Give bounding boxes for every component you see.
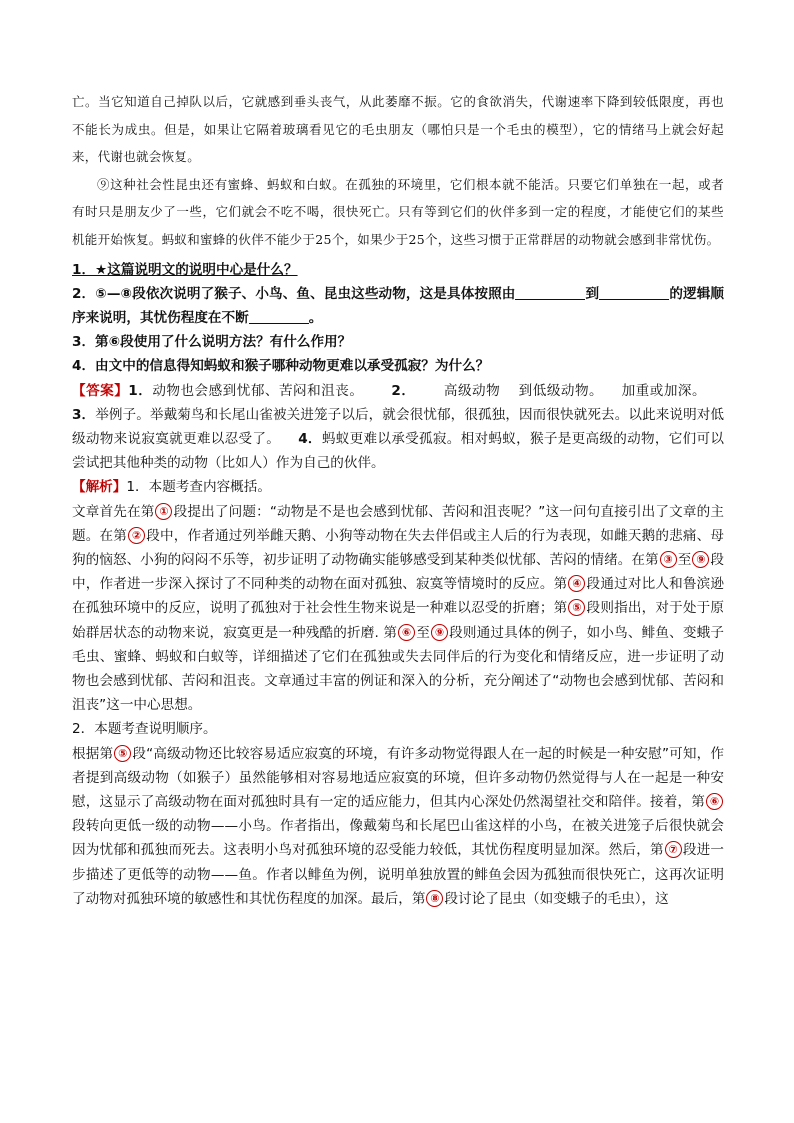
analysis-text: 段则指出，对于处于原始群居状态的动物来说，寂寞更是一种残酷的折磨. 第 — [72, 600, 724, 641]
question-2-text: 到 — [585, 285, 600, 302]
answer-block — [72, 379, 724, 476]
answer-number: 2． — [391, 382, 416, 399]
analysis-heading — [72, 475, 724, 499]
analysis-text: 至 — [416, 624, 430, 641]
analysis-tag: 【解析】 — [72, 479, 127, 496]
paragraph-ref: ⑥ — [706, 793, 723, 810]
analysis-text: 段讨论了昆虫（如变蛾子的毛虫），这 — [444, 890, 669, 907]
paragraph-ref: ② — [128, 527, 145, 544]
paragraph-ref: ⑨ — [431, 624, 448, 641]
analysis-text: 段则通过具体的例子，如小鸟、鲱鱼、变蛾子毛虫、蜜蜂、蚂蚁和白蚁等，详细描述了它们在孤独或失去同伴后的行为变化和情绪反应，进一步证明了动物也会感到忧郁、苦闷和沮丧。文章通过丰富的例证和深入的分析，充分阐述了“动物也会感到忧郁、苦闷和沮丧”这一中心思想。 — [72, 624, 725, 714]
analysis-item-1-title: 1．本题考查内容概括。 — [126, 479, 271, 496]
paragraph-ref: ⑨ — [692, 551, 709, 568]
analysis-text: 段进一步描述了更低等的动物——鱼。作者以鲱鱼为例，说明单独放置的鲱鱼会因为孤独而很快死亡，这再次证明了动物对孤独环境的敏感性和其忧伤程度的加深。最后，第 — [72, 842, 725, 907]
document-page — [72, 88, 724, 911]
answer-3: 举例子。举戴菊鸟和长尾山雀被关进笼子以后，就会很忧郁，很孤独，因而很快就死去。以此来说明对低级动物来说寂寞就更难以忍受了。 — [72, 406, 724, 447]
paragraph-ref: ③ — [660, 551, 677, 568]
question-1: 1．★这篇说明文的说明中心是什么？ — [72, 261, 298, 278]
paragraph-ref: ⑥ — [398, 624, 415, 641]
paragraph-ref: ⑦ — [665, 841, 682, 858]
answer-number: 1． — [128, 382, 153, 399]
paragraph-text: 这种社会性昆虫还有蜜蜂、蚂蚁和白蚁。在孤独的环境里，它们根本就不能活。只要它们单独在一起，或者有时只是朋友少了一些，它们就会不吃不喝，很快死亡。只有等到它们的伙伴多到一定的程度，才能使它们的某些机能开始恢复。蚂蚁和蜜蜂的伙伴不能少于25个，如果少于25个，这些习惯于正常群居的动物就会感到非常忧伤。 — [72, 176, 724, 247]
question-2-text: 。 — [308, 309, 323, 326]
reading-passage — [72, 88, 724, 254]
analysis-text: 段中，作者通过列举雌天鹅、小狗等动物在失去伴侣或主人后的行为表现，如雌天鹅的悲痛、母狗的恼怒、小狗的闷闷不乐等，初步证明了动物确实能够感受到某种类似忧郁、苦闷的情绪。在第 — [72, 527, 725, 568]
analysis-text: 段提出了问题：“动物是不是也会感到忧郁、苦闷和沮丧呢？”这一问句直接引出了文章的主题。在第 — [72, 503, 724, 544]
answer-2-part: 到低级动物。 — [518, 382, 604, 399]
question-4: 4．由文中的信息得知蚂蚁和猴子哪种动物更难以承受孤寂？为什么？ — [72, 358, 490, 375]
analysis-item-2-title: 2．本题考查说明顺序。 — [72, 721, 217, 738]
analysis-paragraph-2 — [72, 742, 724, 911]
question-2-text: 2．⑤—⑧段依次说明了猴子、小鸟、鱼、昆虫这些动物，这是具体按照由 — [72, 285, 516, 302]
paragraph-ref: ⑤ — [568, 599, 585, 616]
paragraph-ref: ① — [155, 503, 172, 520]
answer-number: 4． — [298, 430, 322, 447]
passage-paragraph-continued: 亡。当它知道自己掉队以后，它就感到垂头丧气，从此萎靡不振。它的食欲消失，代谢速率下降到较低限度，再也不能长为成虫。但是，如果让它隔着玻璃看见它的毛虫朋友（哪怕只是一个毛虫的模型），它的情绪马上就会好起来，代谢也就会恢复。 — [72, 94, 724, 165]
paragraph-number: ⑨ — [97, 176, 111, 192]
paragraph-ref: ⑧ — [426, 890, 443, 907]
analysis-text: 段“高级动物还比较容易适应寂寞的环境，有许多动物觉得跟人在一起的时候是一种安慰”可知，作者提到高级动物（如猴子）虽然能够相对容易地适应寂寞的环境，但许多动物仍然觉得与人在一起是一种安慰，这显示了高级动物在面对孤独时具有一定的适应能力，但其内心深处仍然渴望社交和陪伴。接着，第 — [72, 745, 724, 811]
answer-2-part: 加重或加深。 — [621, 382, 707, 399]
question-2-text: 的逻辑顺序来说明，其忧伤程度在不断 — [72, 285, 725, 326]
answer-2-part: 高级动物 — [443, 382, 501, 399]
paragraph-ref: ④ — [568, 575, 585, 592]
answer-blank[interactable] — [599, 285, 669, 300]
answer-blank[interactable] — [249, 309, 309, 324]
questions-section — [72, 258, 724, 911]
question-3: 3．第⑥段使用了什么说明方法？有什么作用？ — [72, 334, 352, 351]
answer-blank[interactable] — [515, 285, 585, 300]
paragraph-ref: ⑤ — [114, 745, 131, 762]
answer-number: 3． — [72, 406, 96, 423]
analysis-text: 根据第 — [72, 745, 114, 762]
analysis-text: 至 — [677, 552, 692, 568]
analysis-text: 文章首先在第 — [72, 503, 155, 520]
analysis-text: 段中，作者进一步深入探讨了不同种类的动物在面对孤独、寂寞等情境时的反应。第 — [72, 552, 725, 593]
analysis-text: 段通过对比人和鲁滨逊在孤独环境中的反应，说明了孤独对于社会性生物来说是一种难以忍受的折磨；第 — [72, 576, 724, 617]
question-2 — [72, 282, 724, 330]
passage-paragraph-9 — [72, 171, 724, 254]
answer-4: 蚂蚁更难以承受孤寂。相对蚂蚁，猴子是更高级的动物，它们可以尝试把其他种类的动物（比如人）作为自己的伙伴。 — [72, 430, 725, 472]
answer-tag: 【答案】 — [72, 382, 129, 399]
analysis-paragraph-1 — [72, 500, 724, 718]
analysis-text: 段转向更低一级的动物——小鸟。作者指出，像戴菊鸟和长尾巴山雀这样的小鸟，在被关进笼子后很快就会因为忧郁和孤独而死去。这表明小鸟对孤独环境的忍受能力较低，其忧伤程度明显加深。然后，第 — [72, 818, 724, 859]
answer-1: 动物也会感到忧郁、苦闷和沮丧。 — [152, 382, 364, 399]
